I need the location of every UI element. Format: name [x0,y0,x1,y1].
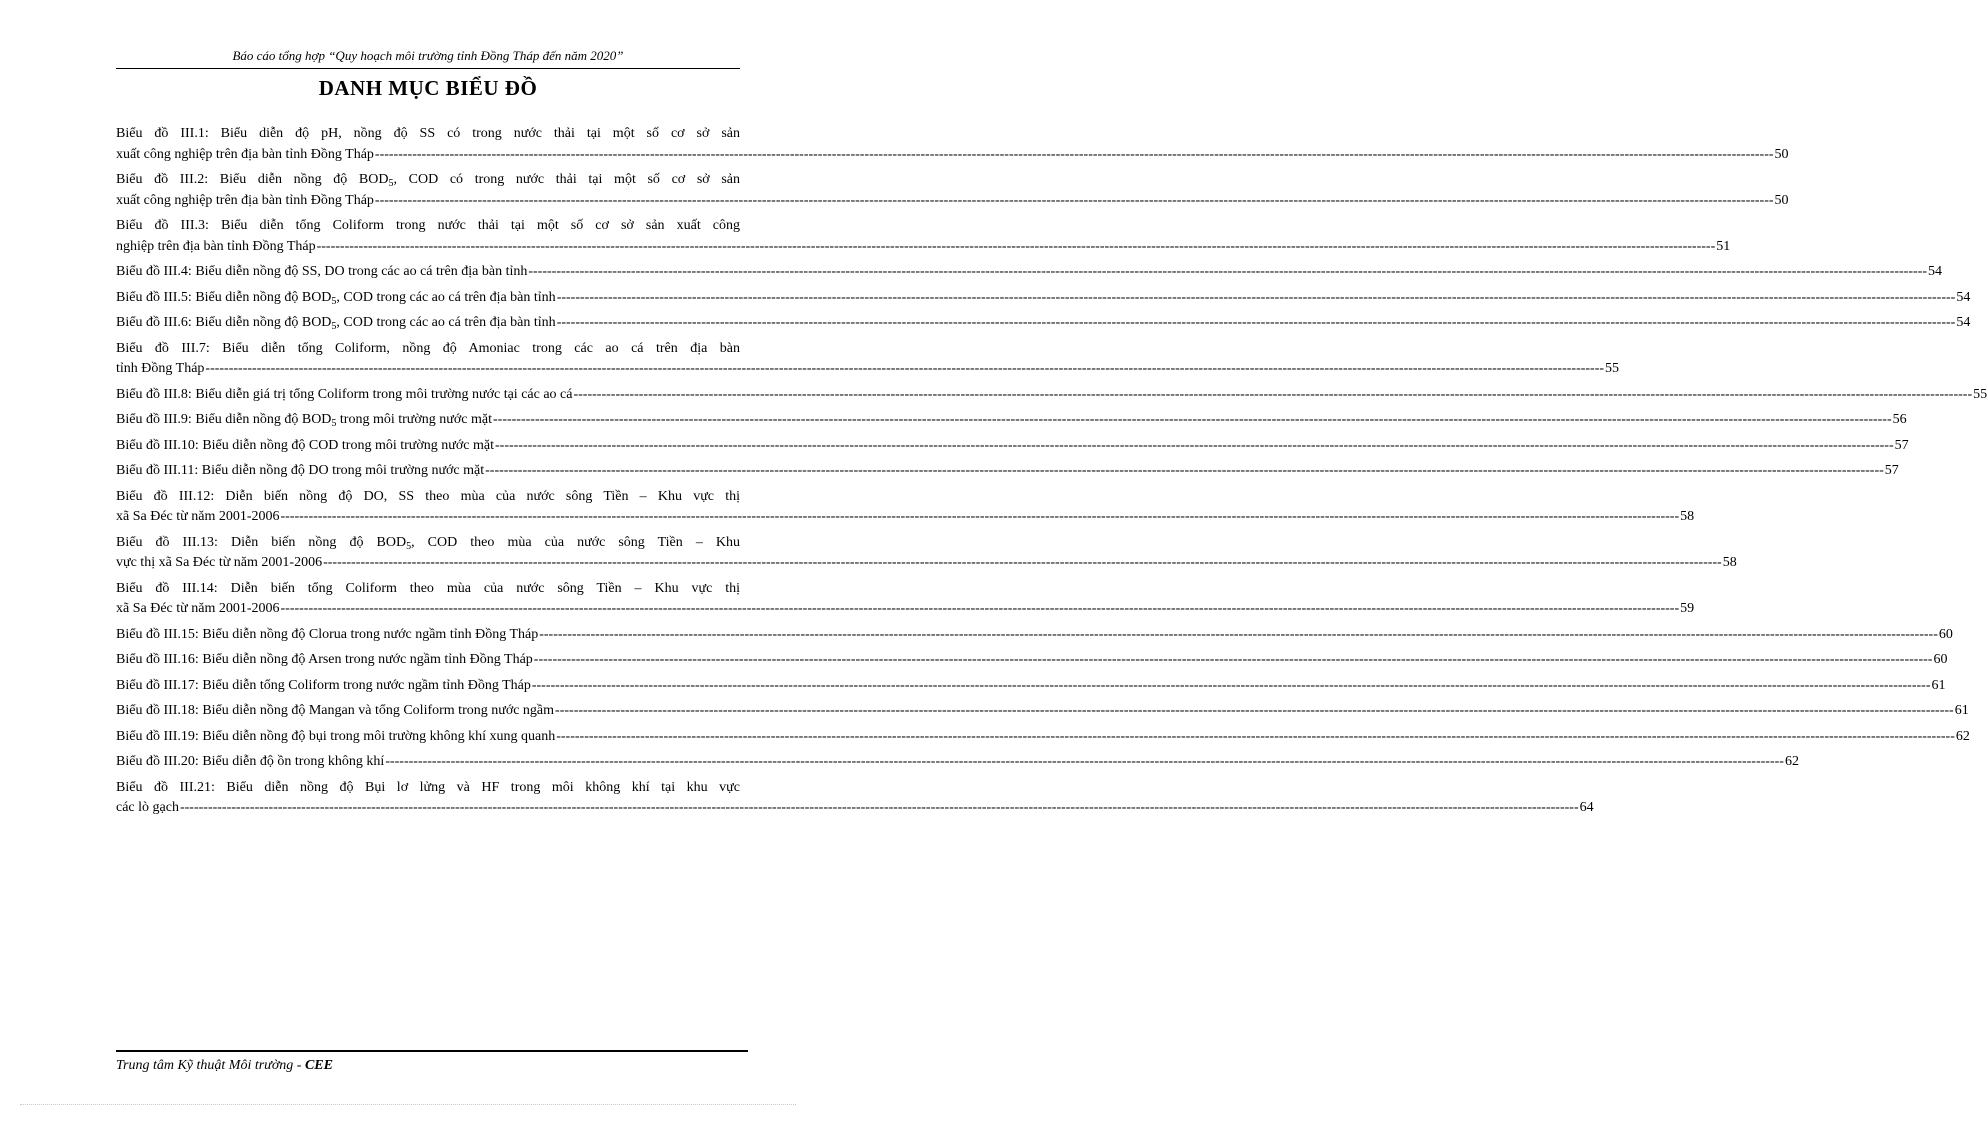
toc-entry-line [116,191,1789,212]
toc-entry-line [116,216,740,237]
toc-leader-dots: ------------------------------------------------------------------------------------------------------------------------------------------------------------------------------------------------------------------------------------------------------------------------------------------------------------ [485,463,1884,478]
toc-entry-text: Biểu đồ III.15: Biểu diễn nồng độ Clorua trong nước ngầm tỉnh Đồng Tháp [116,626,539,642]
toc-entry[interactable] [116,436,1909,457]
toc-leader-dots: ------------------------------------------------------------------------------------------------------------------------------------------------------------------------------------------------------------------------------------------------------------------------------------------------------------ [374,192,1774,208]
toc-entry-text-group [116,436,494,457]
toc-leader-dots: ------------------------------------------------------------------------------------------------------------------------------------------------------------------------------------------------------------------------------------------------------------------------------------------------------------ [573,386,1973,402]
toc-leader-dots: ------------------------------------------------------------------------------------------------------------------------------------------------------------------------------------------------------------------------------------------------------------------------------------------------------------ [316,238,1716,254]
toc-entry-line [116,339,740,360]
toc-entry-text-group [116,599,280,620]
toc-entry-line [116,288,1971,309]
toc-leader-dots: ------------------------------------------------------------------------------------------------------------------------------------------------------------------------------------------------------------------------------------------------------------------------------------------------------------ [280,509,1680,524]
toc-entry[interactable] [116,461,1899,482]
toc-entry-text: các lò gạch [116,800,179,815]
toc-entry-text: xuất công nghiệp trên địa bàn tỉnh Đồng Tháp [116,192,374,208]
toc-entry-text-group [116,701,554,722]
toc-page-number: 62 [1955,728,1970,744]
toc-page-number: 57 [1884,463,1899,478]
toc-page-number: 54 [1928,264,1942,279]
toc-entry-text: vực thị xã Sa Đéc từ năm 2001-2006 [116,555,323,570]
toc-entry-line [116,487,740,508]
toc-page-number: 56 [1892,412,1907,427]
toc-entry-text: Biểu đồ III.8: Biểu diễn giá trị tổng Coliform trong môi trường nước tại các ao cá [116,386,573,402]
toc-entry-text: Biểu đồ III.20: Biểu diễn độ ồn trong không khí [116,754,385,769]
toc-page-number: 54 [1956,289,1971,305]
toc-leader-dots: ------------------------------------------------------------------------------------------------------------------------------------------------------------------------------------------------------------------------------------------------------------------------------------------------------------ [374,146,1774,162]
toc-entry-text-group [116,727,555,748]
toc-entry[interactable] [116,579,1695,620]
toc-entry[interactable] [116,533,1737,574]
header-divider [116,68,740,69]
toc-entry-text-group [116,288,556,309]
toc-entry-text-group [116,145,374,166]
toc-entry[interactable] [116,752,1799,773]
toc-entry-text-group [116,461,484,482]
toc-leader-dots: ------------------------------------------------------------------------------------------------------------------------------------------------------------------------------------------------------------------------------------------------------------------------------------------------------------ [539,626,1938,642]
toc-entry-text: Biểu đồ III.19: Biểu diễn nồng độ bụi trong môi trường không khí xung quanh [116,728,556,744]
toc-page-number: 58 [1680,509,1695,524]
toc-page-number: 61 [1931,677,1946,693]
toc-leader-dots: ------------------------------------------------------------------------------------------------------------------------------------------------------------------------------------------------------------------------------------------------------------------------------------------------------------ [556,289,1956,305]
toc-entry-subscript: 5 [406,540,412,552]
toc-entry-text-group [116,313,556,334]
toc-entry[interactable] [116,701,1969,722]
toc-entry-subscript: 5 [331,418,337,429]
toc-entry-text: , COD trong các ao cá trên địa bàn tỉnh [336,289,556,305]
toc-entry-text: Biểu đồ III.13: Diễn biến nồng độ BOD [116,534,407,550]
toc-entry-text-group [116,385,572,406]
toc-entry-text-group [116,262,527,283]
toc-leader-dots: ------------------------------------------------------------------------------------------------------------------------------------------------------------------------------------------------------------------------------------------------------------------------------------------------------------ [555,703,1954,718]
toc-leader-dots: ------------------------------------------------------------------------------------------------------------------------------------------------------------------------------------------------------------------------------------------------------------------------------------------------------------ [179,800,1579,815]
toc-entry-text: Biểu đồ III.4: Biểu diễn nồng độ SS, DO trong các ao cá trên địa bàn tỉnh [116,264,528,279]
toc-entry-text: nghiệp trên địa bàn tỉnh Đồng Tháp [116,238,316,254]
toc-entry-text-group [116,237,316,258]
toc-entry-text: Biểu đồ III.14: Diễn biến tổng Coliform theo mùa của nước sông Tiền – Khu vực thị [116,580,740,596]
toc-page-number: 64 [1579,800,1594,815]
toc-entry-text-group [116,191,374,212]
toc-entry-text-group [116,553,322,574]
toc-entry-subscript: 5 [331,321,337,332]
toc-entry-subscript: 5 [388,178,394,189]
toc-page-number: 51 [1716,238,1731,254]
toc-page-number: 50 [1774,146,1789,162]
toc-entry[interactable] [116,487,1695,528]
toc-entry-line [116,676,1946,697]
toc-entry-text: , COD trong các ao cá trên địa bàn tỉnh [336,315,556,330]
toc-page-number: 50 [1774,192,1789,208]
footer-divider [116,1050,748,1052]
toc-entry[interactable] [116,262,1942,283]
toc-entry-text-group [116,650,533,671]
toc-entry-line [116,385,1987,406]
page-edge-divider [20,1104,796,1105]
toc-entry-text-group [116,752,384,773]
toc-entry-text-group [116,359,204,380]
toc-leader-dots: ------------------------------------------------------------------------------------------------------------------------------------------------------------------------------------------------------------------------------------------------------------------------------------------------------------ [385,754,1784,769]
toc-entry-text: , COD theo mùa của nước sông Tiền – Khu [411,534,740,550]
toc-entry-line [116,507,1695,528]
toc-entry-line [116,410,1907,431]
toc-page-number: 54 [1956,315,1971,330]
toc-leader-dots: ------------------------------------------------------------------------------------------------------------------------------------------------------------------------------------------------------------------------------------------------------------------------------------------------------------ [280,601,1680,616]
toc-leader-dots: ------------------------------------------------------------------------------------------------------------------------------------------------------------------------------------------------------------------------------------------------------------------------------------------------------------ [495,437,1894,453]
toc-leader-dots: ------------------------------------------------------------------------------------------------------------------------------------------------------------------------------------------------------------------------------------------------------------------------------------------------------------ [533,652,1933,667]
toc-entry[interactable] [116,339,1620,380]
toc-leader-dots: ------------------------------------------------------------------------------------------------------------------------------------------------------------------------------------------------------------------------------------------------------------------------------------------------------------ [323,555,1722,570]
toc-entry-line [116,124,740,145]
toc-entry-line [116,701,1969,722]
toc-entry-text: tỉnh Đồng Tháp [116,361,205,376]
toc-entry[interactable] [116,727,1970,748]
toc-entry[interactable] [116,170,1789,211]
toc-entry[interactable] [116,313,1971,334]
toc-entry-text: Biểu đồ III.21: Biểu diễn nồng độ Bụi lơ lửng và HF trong môi không khí tại khu vực [116,779,740,795]
toc-entry-line [116,170,740,191]
toc-entry[interactable] [116,288,1971,309]
toc-entry-line [116,579,740,600]
toc-entry[interactable] [116,385,1987,406]
toc-entry[interactable] [116,216,1731,257]
toc-page-number: 59 [1680,601,1695,616]
toc-page-number: 58 [1722,555,1737,570]
toc-entry-text-group [116,625,538,646]
toc-entry-text: Biểu đồ III.10: Biểu diễn nồng độ COD trong môi trường nước mặt [116,437,494,453]
table-of-contents [116,124,1987,824]
toc-entry-text: , COD có trong nước thải tại một số cơ sở sản [393,172,741,187]
toc-entry-text: Biểu đồ III.18: Biểu diễn nồng độ Mangan và tổng Coliform trong nước ngầm [116,703,555,718]
toc-entry-text: xuất công nghiệp trên địa bàn tỉnh Đồng Tháp [116,146,374,162]
footer-brand-logo: CEE [304,1058,333,1073]
toc-leader-dots: ------------------------------------------------------------------------------------------------------------------------------------------------------------------------------------------------------------------------------------------------------------------------------------------------------------ [205,361,1605,376]
toc-entry-line [116,625,1953,646]
toc-page-number: 60 [1938,626,1953,642]
toc-entry-line [116,262,1942,283]
toc-page-number: 60 [1933,652,1948,667]
page-footer [116,1058,333,1074]
toc-entry-line [116,650,1948,671]
toc-entry-line [116,313,1971,334]
toc-entry-line [116,359,1620,380]
toc-entry-text: xã Sa Đéc từ năm 2001-2006 [116,601,280,616]
toc-leader-dots: ------------------------------------------------------------------------------------------------------------------------------------------------------------------------------------------------------------------------------------------------------------------------------------------------------------ [528,264,1927,279]
toc-entry-line [116,436,1909,457]
toc-entry-text: Biểu đồ III.6: Biểu diễn nồng độ BOD [116,315,332,330]
toc-entry-line [116,461,1899,482]
toc-entry-line [116,599,1695,620]
toc-entry-line [116,553,1737,574]
toc-entry-text: Biểu đồ III.5: Biểu diễn nồng độ BOD [116,289,332,305]
toc-entry-text: Biểu đồ III.12: Diễn biến nồng độ DO, SS theo mùa của nước sông Tiền – Khu vực thị [116,488,740,504]
toc-entry-line [116,145,1789,166]
toc-entry-line [116,727,1970,748]
toc-entry[interactable] [116,778,1594,819]
toc-entry[interactable] [116,625,1953,646]
toc-entry-text: Biểu đồ III.2: Biểu diễn nồng độ BOD [116,172,389,187]
toc-entry-subscript: 5 [331,295,337,307]
toc-entry[interactable] [116,676,1946,697]
toc-page-number: 62 [1784,754,1799,769]
toc-page-number: 57 [1894,437,1909,453]
toc-entry[interactable] [116,410,1907,431]
toc-leader-dots: ------------------------------------------------------------------------------------------------------------------------------------------------------------------------------------------------------------------------------------------------------------------------------------------------------------ [531,677,1931,693]
toc-entry-text-group [116,676,531,697]
toc-entry-line [116,237,1731,258]
toc-entry-text-group [116,410,492,431]
toc-page-number: 55 [1605,361,1620,376]
toc-page-number: 55 [1973,386,1987,402]
toc-entry-text: Biểu đồ III.1: Biểu diễn độ pH, nồng độ SS có trong nước thải tại một số cơ sở sản [116,126,740,141]
toc-leader-dots: ------------------------------------------------------------------------------------------------------------------------------------------------------------------------------------------------------------------------------------------------------------------------------------------------------------ [493,412,1892,427]
toc-entry-line [116,533,740,554]
toc-entry-line [116,752,1799,773]
toc-entry-text: trong môi trường nước mặt [336,412,492,427]
toc-leader-dots: ------------------------------------------------------------------------------------------------------------------------------------------------------------------------------------------------------------------------------------------------------------------------------------------------------------ [556,315,1956,330]
toc-entry[interactable] [116,650,1948,671]
toc-entry-text: xã Sa Đéc từ năm 2001-2006 [116,509,280,524]
toc-entry-text-group [116,507,280,528]
toc-entry-text: Biểu đồ III.11: Biểu diễn nồng độ DO trong môi trường nước mặt [116,463,485,478]
footer-label: Trung tâm Kỹ thuật Môi trường - [116,1058,305,1073]
toc-entry[interactable] [116,124,1789,165]
toc-entry-text-group [116,798,179,819]
toc-leader-dots: ------------------------------------------------------------------------------------------------------------------------------------------------------------------------------------------------------------------------------------------------------------------------------------------------------------ [556,728,1955,744]
page-header: Báo cáo tổng hợp “Quy hoạch môi trường tỉnh Đồng Tháp đến năm 2020” [232,48,624,63]
toc-entry-text: Biểu đồ III.7: Biểu diễn tổng Coliform, nồng độ Amoniac trong các ao cá trên địa bàn [116,340,740,356]
toc-entry-text: Biểu đồ III.9: Biểu diễn nồng độ BOD [116,412,332,427]
page-title: DANH MỤC BIỂU ĐỒ [318,76,538,100]
toc-entry-text: Biểu đồ III.3: Biểu diễn tổng Coliform trong nước thải tại một số cơ sở sản xuất công [116,218,740,233]
toc-entry-line [116,798,1594,819]
toc-page-number: 61 [1954,703,1969,718]
toc-entry-text: Biểu đồ III.17: Biểu diễn tổng Coliform trong nước ngầm tỉnh Đồng Tháp [116,677,531,693]
toc-entry-line [116,778,740,799]
toc-entry-text: Biểu đồ III.16: Biểu diễn nồng độ Arsen trong nước ngầm tỉnh Đồng Tháp [116,652,533,667]
